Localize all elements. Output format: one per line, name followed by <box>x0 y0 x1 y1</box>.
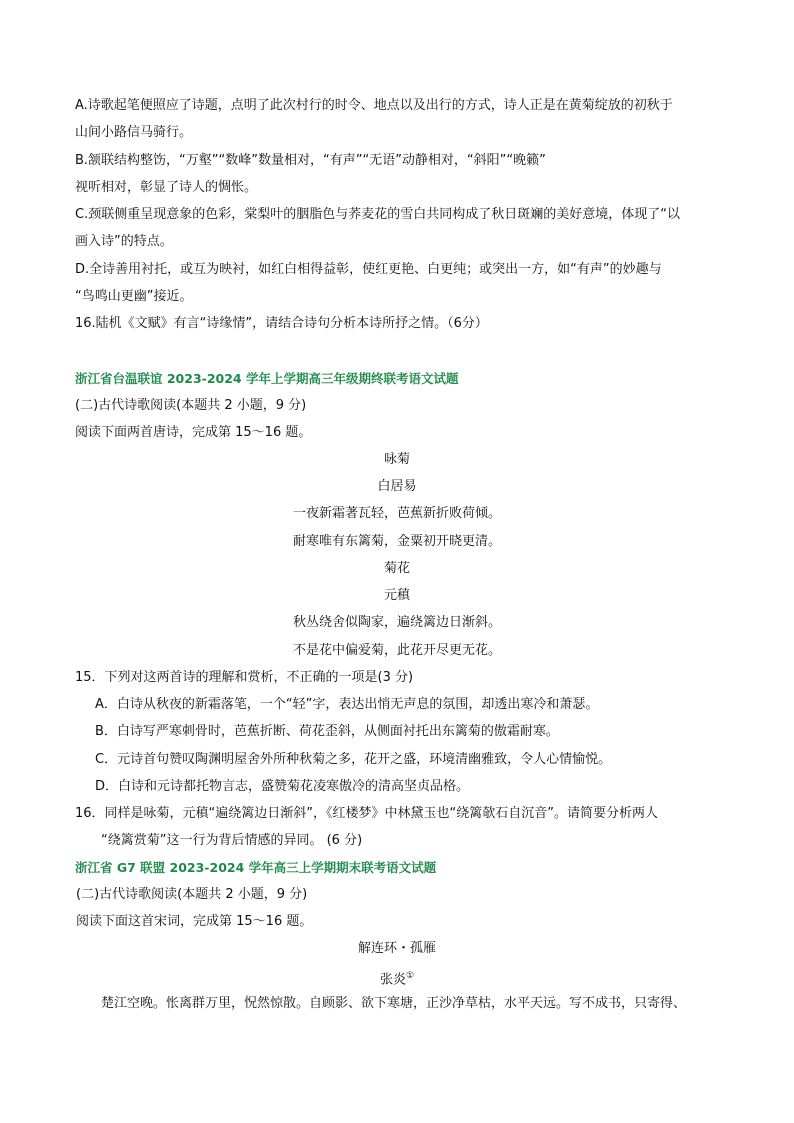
instruction: 阅读下面两首唐诗，完成第 15～16 题。 <box>75 425 312 440</box>
section-title: 浙江省台温联谊 2023-2024 学年上学期高三年级期终联考语文试题 <box>75 371 459 386</box>
option-c-line2: 画入诗”的特点。 <box>75 234 173 249</box>
poem-author: 白居易 <box>377 479 417 494</box>
option-a-line1: A.诗歌起笔便照应了诗题，点明了此次村行的时令、地点以及出行的方式，诗人正是在黄菊绽放的初秋于 <box>75 98 673 113</box>
poem-line: 不是花中偏爱菊，此花开尽更无花。 <box>292 643 501 658</box>
question-15-option-d: D．白诗和元诗都托物言志，盛赞菊花凌寒傲冷的清高坚贞品格。 <box>95 779 470 794</box>
poem-title: 菊花 <box>383 561 410 576</box>
instruction: 阅读下面这首宋词，完成第 15～16 题。 <box>76 914 313 929</box>
question-16-line2: “绕篱赏菊”这一行为背后情感的异同。 (6 分) <box>101 833 363 848</box>
option-d-line1: D.全诗善用衬托，或互为映衬，如红白相得益彰，使红更艳、白更纯；或突出一方，如“有声”的妙趣与 <box>75 262 662 277</box>
poem-line: 秋丛绕舍似陶家，遍绕篱边日渐斜。 <box>292 615 501 630</box>
section-title: 浙江省 G7 联盟 2023-2024 学年高三上学期期末联考语文试题 <box>75 860 437 875</box>
option-b-line2: 视听相对，彰显了诗人的惆怅。 <box>75 180 258 195</box>
poem-line: 耐寒唯有东篱菊，金粟初开晓更清。 <box>292 534 501 549</box>
option-d-line2: “鸟鸣山更幽”接近。 <box>75 289 193 304</box>
option-b-line1: B.颔联结构整饬，“万壑”“数峰”数量相对，“有声”“无语”动静相对，“斜阳”“晚籁” <box>75 153 546 168</box>
poem-author-line <box>0 967 794 989</box>
question-16: 16.陆机《文赋》有言“诗缘情”，请结合诗句分析本诗所抒之情。（6分） <box>75 316 488 331</box>
poem-author: 张炎 <box>379 972 406 988</box>
question-16-line1: 16．同样是咏菊，元稹“遍绕篱边日渐斜”，《红楼梦》中林黛玉也“绕篱欹石自沉音”。请简要分析两人 <box>75 806 658 821</box>
question-15-option-b: B．白诗写严寒刺骨时，芭蕉折断、荷花歪斜，从侧面衬托出东篱菊的傲霜耐寒。 <box>95 724 559 739</box>
question-15-option-c: C．元诗首句赞叹陶渊明屋舍外所种秋菊之多，花开之盛，环境清幽雅致，令人心情愉悦。 <box>95 752 612 767</box>
question-15-option-a: A．白诗从秋夜的新霜落笔，一个“轻”字，表达出悄无声息的氛围，却透出寒冷和萧瑟。 <box>95 697 599 712</box>
option-c-line1: C.颈联侧重呈现意象的色彩，棠梨叶的胭脂色与荞麦花的雪白共同构成了秋日斑斓的美好意境，体现了“以 <box>75 207 680 222</box>
question-15: 15．下列对这两首诗的理解和赏析，不正确的一项是(3 分) <box>75 670 414 685</box>
poem-author: 元稹 <box>383 588 410 603</box>
poem-line: 一夜新霜著瓦轻，芭蕉新折败荷倾。 <box>292 506 501 521</box>
poem-title: 咏菊 <box>383 452 410 467</box>
section-subtitle: (二)古代诗歌阅读(本题共 2 小题，9 分) <box>75 398 307 413</box>
footnote-marker[interactable]: ① <box>405 971 415 981</box>
poem-title: 解连环・孤雁 <box>357 941 436 956</box>
section-subtitle: (二)古代诗歌阅读(本题共 2 小题，9 分) <box>76 887 308 902</box>
poem-body-line: 楚江空晚。怅离群万里，怳然惊散。自顾影、欲下寒塘，正沙净草枯，水平天远。写不成书，只寄得、 <box>101 996 687 1011</box>
option-a-line2: 山间小路信马骑行。 <box>75 125 193 140</box>
